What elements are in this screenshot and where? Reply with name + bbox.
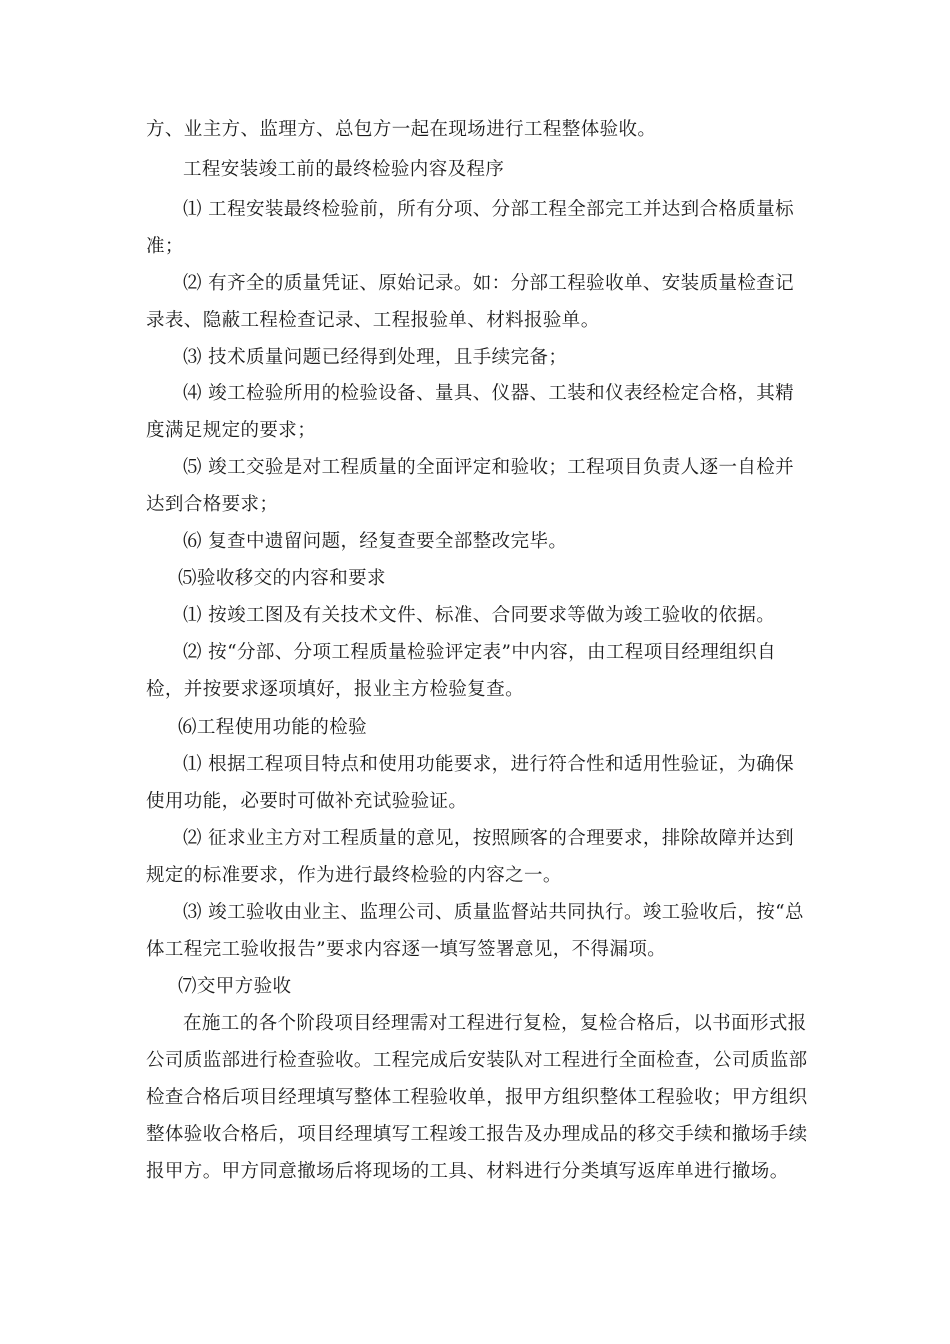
text-line: ⑴ 工程安装最终检验前，所有分项、分部工程全部完工并达到合格质量标 [183,199,795,220]
text-line: 达到合格要求； [146,494,279,515]
text-line: ⑶ 技术质量问题已经得到处理，且手续完备； [183,347,568,368]
text-line: ⑵ 有齐全的质量凭证、原始记录。如：分部工程验收单、安装质量检查记 [183,273,795,294]
text-line: 方、业主方、监理方、总包方一起在现场进行工程整体验收。 [146,119,657,140]
text-line: 在施工的各个阶段项目经理需对工程进行复检，复检合格后，以书面形式报 [183,1013,807,1034]
text-line: 体工程完工验收报告”要求内容逐一填写签署意见，不得漏项。 [146,939,667,960]
text-line: 录表、隐蔽工程检查记录、工程报验单、材料报验单。 [146,310,600,331]
section-heading: 工程安装竣工前的最终检验内容及程序 [183,159,505,180]
text-line: 公司质监部进行检查验收。工程完成后安装队对工程进行全面检查，公司质监部 [146,1050,808,1071]
text-line: ⑵ 按“分部、分项工程质量检验评定表”中内容，由工程项目经理组织自 [183,642,776,663]
text-line: 报甲方。甲方同意撤场后将现场的工具、材料进行分类填写返库单进行撤场。 [146,1161,789,1182]
text-line: ⑹ 复查中遗留问题，经复查要全部整改完毕。 [183,531,568,552]
text-line: 准； [146,236,184,257]
text-line: ⑴ 根据工程项目特点和使用功能要求，进行符合性和适用性验证，为确保 [183,754,795,775]
text-line: 使用功能，必要时可做补充试验验证。 [146,791,468,812]
section-heading: ⑹工程使用功能的检验 [178,717,368,738]
text-line: ⑸ 竣工交验是对工程质量的全面评定和验收；工程项目负责人逐一自检并 [183,457,795,478]
text-line: 规定的标准要求，作为进行最终检验的内容之一。 [146,865,562,886]
text-line: ⑴ 按竣工图及有关技术文件、标准、合同要求等做为竣工验收的依据。 [183,605,776,626]
section-heading: ⑸验收移交的内容和要求 [178,568,386,589]
text-line: ⑵ 征求业主方对工程质量的意见，按照顾客的合理要求，排除故障并达到 [183,828,795,849]
text-line: 检，并按要求逐项填好，报业主方检验复查。 [146,679,525,700]
text-line: ⑷ 竣工检验所用的检验设备、量具、仪器、工装和仪表经检定合格，其精 [183,383,795,404]
section-heading: ⑺交甲方验收 [178,976,292,997]
text-line: ⑶ 竣工验收由业主、监理公司、质量监督站共同执行。竣工验收后，按“总 [183,902,804,923]
text-line: 整体验收合格后，项目经理填写工程竣工报告及办理成品的移交手续和撤场手续 [146,1124,808,1145]
text-line: 度满足规定的要求； [146,420,317,441]
text-line: 检查合格后项目经理填写整体工程验收单，报甲方组织整体工程验收；甲方组织 [146,1087,808,1108]
